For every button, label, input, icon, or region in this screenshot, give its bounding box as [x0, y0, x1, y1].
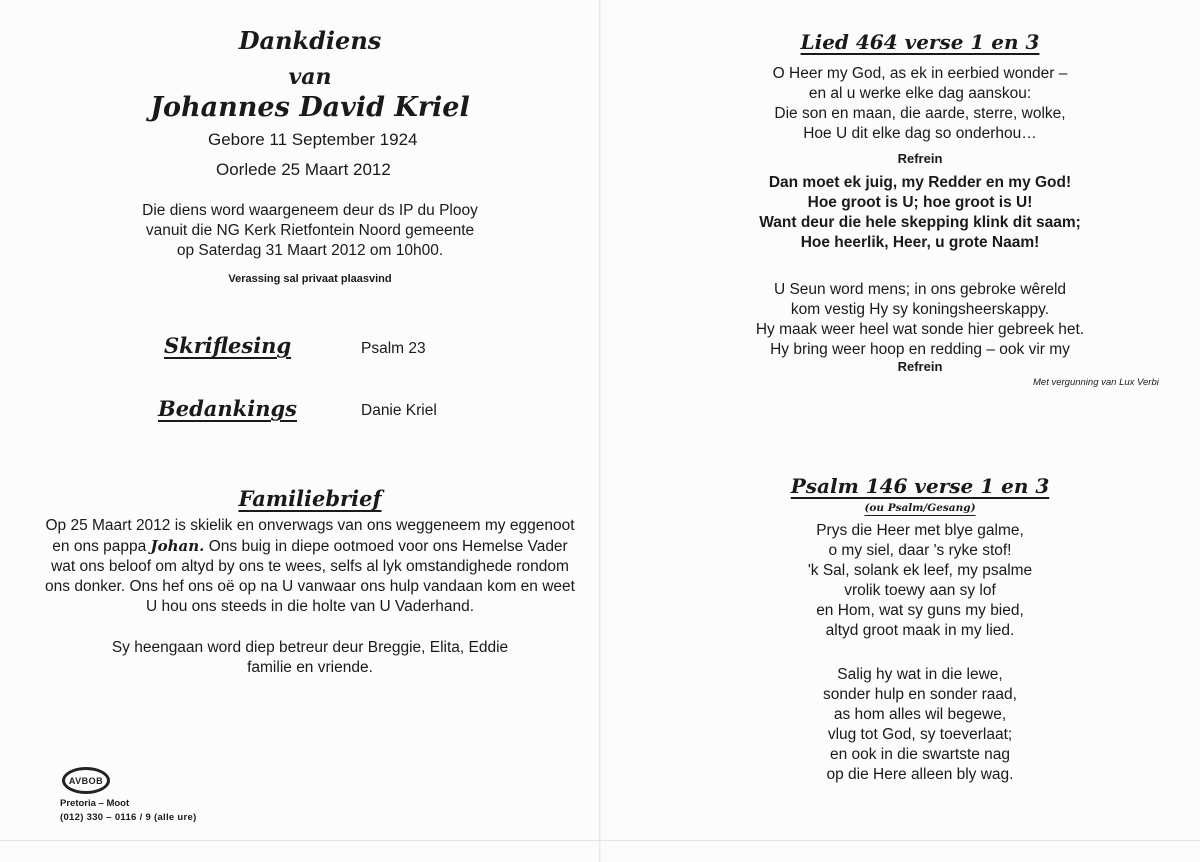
hymn-verse-1	[720, 64, 1120, 144]
page-fold	[599, 0, 601, 862]
family-letter-title: Familiebrief	[238, 486, 382, 511]
verse-line: vlug tot God, sy toeverlaat;	[827, 726, 1013, 743]
family-letter	[40, 516, 580, 617]
verse-line: Hoe U dit elke dag so onderhou…	[803, 125, 1037, 142]
branch-name: Pretoria – Moot	[60, 798, 130, 809]
psalm-verse-1	[720, 521, 1120, 641]
service-line: op Saterdag 31 Maart 2012 om 10h00.	[176, 242, 444, 259]
hymn-title: Lied 464 verse 1 en 3	[800, 30, 1040, 54]
scripture-label: Skriflesing	[164, 333, 292, 358]
page-bottom-edge	[0, 840, 1200, 841]
birth-date: Gebore 11 September 1924	[208, 130, 418, 149]
verse-line: kom vestig Hy sy koningsheerskappy.	[790, 301, 1050, 318]
mourners-line: familie en vriende.	[247, 659, 373, 676]
verse-line: as hom alles wil begewe,	[833, 706, 1007, 723]
letter-line: U hou ons steeds in die holte van U Vaderhand.	[145, 598, 474, 615]
letter-name: Johan.	[150, 537, 205, 555]
letter-text: en ons pappa	[52, 538, 151, 555]
logo-text: AVBOB	[68, 775, 104, 786]
cremation-note: Verassing sal privaat plaasvind	[228, 273, 392, 285]
scripture-value: Psalm 23	[361, 340, 426, 357]
refrain	[720, 173, 1120, 253]
service-details	[120, 201, 500, 261]
refrain-line: Dan moet ek juig, my Redder en my God!	[768, 174, 1072, 191]
verse-line: U Seun word mens; in ons gebroke wêreld	[773, 281, 1067, 298]
verse-line: altyd groot maak in my lied.	[825, 622, 1015, 639]
psalm-title: Psalm 146 verse 1 en 3	[790, 474, 1050, 498]
letter-line: Op 25 Maart 2012 is skielik en onverwags van ons weggeneem my eggenoot	[45, 517, 575, 534]
verse-line: O Heer my God, as ek in eerbied wonder –	[772, 65, 1068, 82]
letter-line: ons donker. Ons hef ons oë op na U vanwaar ons hulp vandaan kom en weet	[45, 578, 575, 595]
death-date: Oorlede 25 Maart 2012	[216, 160, 391, 179]
verse-line: 'k Sal, solank ek leef, my psalme	[807, 562, 1033, 579]
letter-line	[40, 536, 580, 557]
verse-line: Die son en maan, die aarde, sterre, wolke,	[774, 105, 1066, 122]
letter-line: wat ons beloof om altyd by ons te wees, selfs al lyk omstandighede rondom	[51, 558, 569, 575]
refrain-label-2: Refrein	[897, 359, 943, 374]
thanks-value: Danie Kriel	[361, 402, 437, 419]
service-line: Die diens word waargeneem deur ds IP du Plooy	[142, 202, 478, 219]
verse-line: en Hom, wat sy guns my bied,	[816, 602, 1024, 619]
psalm-subtitle: (ou Psalm/Gesang)	[864, 502, 976, 514]
verse-line: en ook in die swartste nag	[829, 746, 1011, 763]
verse-line: en al u werke elke dag aanskou:	[808, 85, 1032, 102]
service-line: vanuit die NG Kerk Rietfontein Noord gemeente	[145, 222, 475, 239]
branch-phone: (012) 330 – 0116 / 9 (alle ure)	[60, 812, 197, 823]
refrain-line: Hoe heerlik, Heer, u grote Naam!	[800, 234, 1040, 251]
verse-line: Hy bring weer hoop en redding – ook vir my	[770, 341, 1070, 358]
mourners-line: Sy heengaan word diep betreur deur Breggie, Elita, Eddie	[111, 639, 509, 656]
verse-line: Prys die Heer met blye galme,	[816, 522, 1024, 539]
refrain-line: Hoe groot is U; hoe groot is U!	[807, 194, 1033, 211]
service-title: Dankdiens	[238, 26, 382, 55]
avbob-logo	[62, 767, 110, 794]
refrain-label: Refrein	[897, 151, 943, 166]
mourners	[100, 638, 520, 678]
van-label: van	[288, 64, 332, 90]
hymn-verse-3	[720, 280, 1120, 360]
thanks-label: Bedankings	[158, 396, 297, 421]
verse-line: Salig hy wat in die lewe,	[837, 666, 1003, 683]
deceased-name: Johannes David Kriel	[150, 92, 470, 123]
verse-line: vrolik toewy aan sy lof	[844, 582, 996, 599]
letter-text: Ons buig in diepe ootmoed voor ons Hemelse Vader	[204, 538, 568, 555]
refrain-line: Want deur die hele skepping klink dit saam;	[759, 214, 1081, 231]
psalm-verse-3	[720, 665, 1120, 785]
verse-line: op die Here alleen bly wag.	[826, 766, 1014, 783]
verse-line: o my siel, daar 's ryke stof!	[828, 542, 1012, 559]
permission-note: Met vergunning van Lux Verbi	[1033, 377, 1159, 388]
verse-line: sonder hulp en sonder raad,	[823, 686, 1017, 703]
verse-line: Hy maak weer heel wat sonde hier gebreek het.	[755, 321, 1085, 338]
